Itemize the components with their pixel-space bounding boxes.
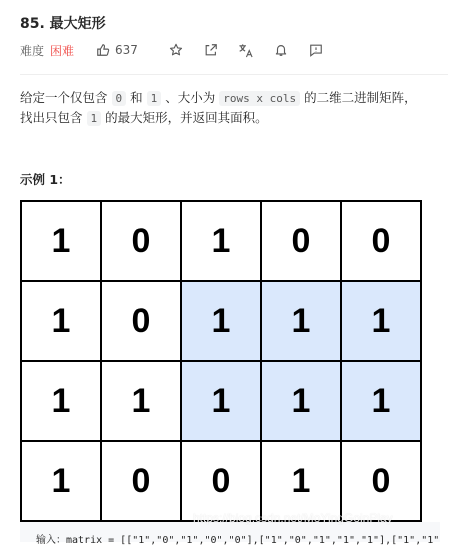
favorite-button[interactable] xyxy=(168,42,184,58)
subscribe-button[interactable] xyxy=(273,42,289,58)
thumbs-up-icon xyxy=(96,43,110,57)
matrix-cell: 1 xyxy=(22,362,102,442)
example-title: 示例 1： xyxy=(20,172,71,187)
inline-code: 1 xyxy=(147,91,162,106)
matrix-cell: 1 xyxy=(102,362,182,442)
feedback-icon xyxy=(309,43,323,57)
description-line-2 xyxy=(20,108,450,128)
example-input-text: 输入：matrix = [["1","0","1","0","0"],["1","0","1","1","1"],["1","1" xyxy=(36,535,440,546)
matrix-cell: 1 xyxy=(182,362,262,442)
share-icon xyxy=(204,43,218,57)
matrix-cell: 1 xyxy=(22,442,102,522)
desc-text: 、大小为 xyxy=(165,90,216,105)
problem-title: 85. 最大矩形 xyxy=(20,16,106,32)
share-button[interactable] xyxy=(203,42,219,58)
matrix-cell: 0 xyxy=(182,442,262,522)
star-icon xyxy=(169,43,183,57)
matrix-cell: 0 xyxy=(102,282,182,362)
desc-text: 的最大矩形，并返回其面积。 xyxy=(105,110,268,125)
inline-code: 1 xyxy=(87,111,102,126)
bell-icon xyxy=(274,43,288,57)
feedback-button[interactable] xyxy=(308,42,324,58)
translate-button[interactable] xyxy=(238,42,254,58)
difficulty-badge: 困难 xyxy=(50,43,75,58)
description-line-1 xyxy=(20,88,450,108)
matrix-cell: 1 xyxy=(342,362,422,442)
example-input-block xyxy=(20,522,440,546)
matrix-cell: 0 xyxy=(342,442,422,522)
watermark: https://blog.csdn.net/MoYingGoinPlay xyxy=(193,511,393,525)
problem-description xyxy=(20,88,450,128)
example-matrix-figure xyxy=(20,200,422,522)
header-divider xyxy=(20,74,448,75)
problem-meta xyxy=(20,41,324,59)
matrix-cell: 1 xyxy=(182,282,262,362)
matrix-cell: 0 xyxy=(102,442,182,522)
desc-text: 和 xyxy=(130,90,143,105)
matrix-cell: 1 xyxy=(262,282,342,362)
matrix-cell: 1 xyxy=(262,442,342,522)
matrix-cell: 1 xyxy=(182,202,262,282)
like-button[interactable] xyxy=(96,43,138,57)
matrix-cell: 1 xyxy=(342,282,422,362)
difficulty-label: 难度 xyxy=(20,43,45,58)
inline-code: rows x cols xyxy=(219,91,300,106)
matrix-cell: 0 xyxy=(102,202,182,282)
matrix-cell: 1 xyxy=(22,202,102,282)
matrix-cell: 0 xyxy=(262,202,342,282)
like-count: 637 xyxy=(115,43,138,57)
desc-text: 给定一个仅包含 xyxy=(20,90,108,105)
inline-code: 0 xyxy=(112,91,127,106)
desc-text: 找出只包含 xyxy=(20,110,83,125)
matrix-cell: 1 xyxy=(22,282,102,362)
desc-text: 的二维二进制矩阵， xyxy=(304,90,417,105)
translate-icon xyxy=(238,43,253,58)
matrix-cell: 0 xyxy=(342,202,422,282)
matrix-cell: 1 xyxy=(262,362,342,442)
